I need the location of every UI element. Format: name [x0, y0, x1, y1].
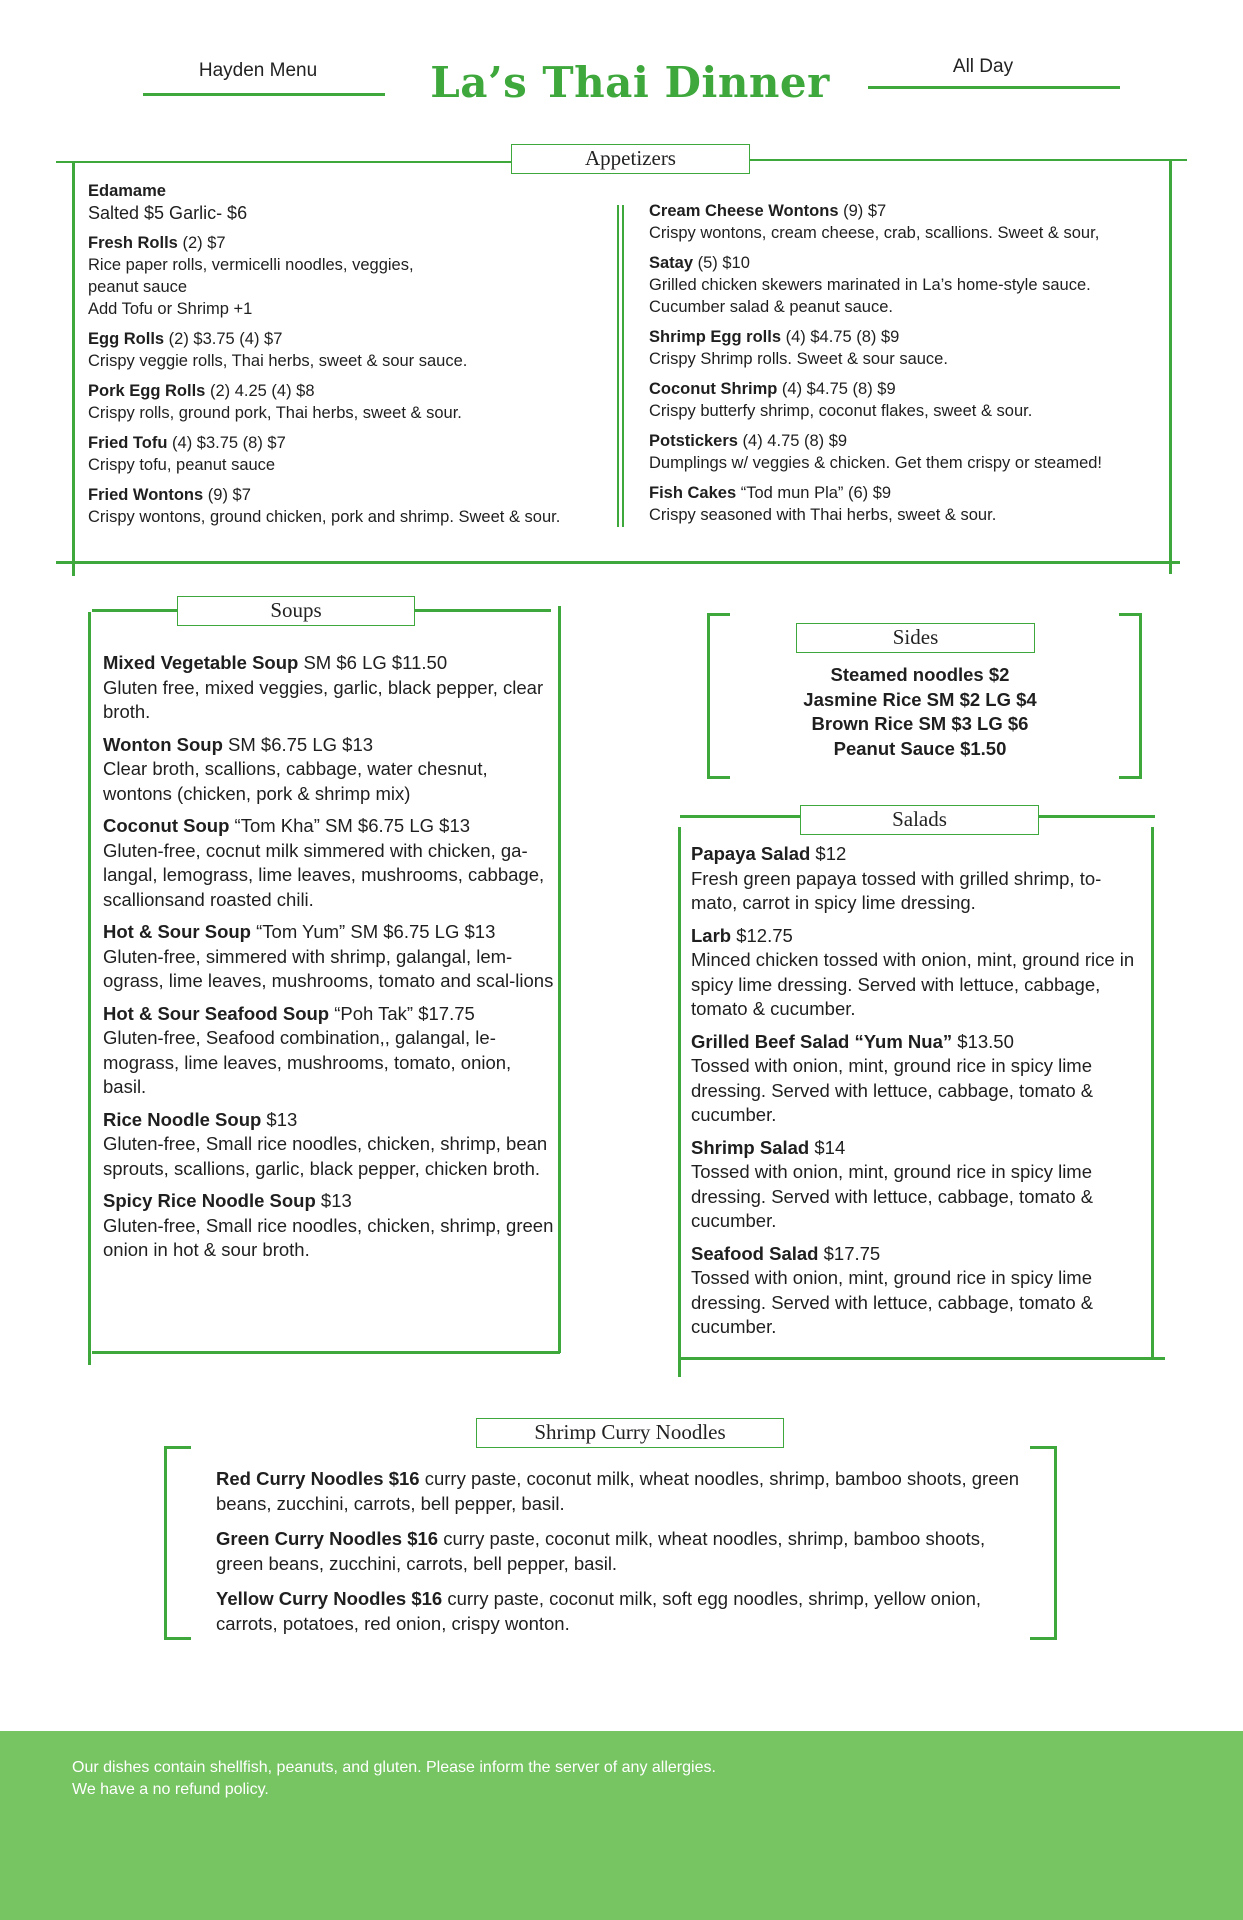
menu-item-edamame [88, 180, 613, 224]
item-name: Green Curry Noodles $16 [216, 1528, 439, 1549]
item-price: “Poh Tak” $17.75 [329, 1002, 475, 1024]
header-right-label: All Day [952, 56, 1014, 77]
item-desc: Gluten-free, cocnut milk simmered with chicken, ga-langal, lemograss, lime leaves, mushrooms, cabbage, scallionsand roasted chili. [103, 839, 545, 910]
item-name: Grilled Beef Salad “Yum Nua” [691, 1030, 953, 1052]
item-desc: Gluten-free, Seafood combination,, galangal, le-mograss, lime leaves, mushrooms, tomato, onion, basil. [103, 1027, 512, 1097]
item-desc: Crispy seasoned with Thai herbs, sweet & sour. [649, 506, 997, 524]
item-name: Shrimp Egg rolls [649, 328, 782, 346]
item-price: (2) 4.25 (4) $8 [205, 382, 315, 400]
curry-title: Shrimp Curry Noodles [476, 1418, 784, 1448]
item-name: Wonton Soup [103, 733, 223, 755]
menu-item-mixed-vegetable-soup [103, 651, 558, 725]
item-name: Fresh Rolls [88, 234, 178, 252]
header-left-rule [143, 93, 385, 96]
item-price: (2) $7 [177, 234, 226, 252]
item-price: $12 [810, 843, 847, 864]
menu-item-seafood-salad [691, 1242, 1146, 1340]
item-price: (9) $7 [838, 202, 887, 220]
allergy-notice: Our dishes contain shellfish, peanuts, and gluten. Please inform the server of any allergies. [72, 1759, 716, 1776]
item-price: SM $6 LG $11.50 [298, 652, 448, 673]
item-price: $14 [809, 1136, 846, 1158]
menu-item-hot-sour-soup [103, 920, 558, 994]
item-price: $13.50 [952, 1030, 1014, 1052]
item-name: Shrimp Salad [691, 1136, 810, 1158]
item-desc: Crispy veggie rolls, Thai herbs, sweet & sour sauce. [88, 352, 468, 370]
footer-band [0, 1731, 1243, 1920]
item-name: Fish Cakes [649, 484, 737, 502]
item-desc: Gluten free, mixed veggies, garlic, black pepper, clear broth. [103, 676, 544, 722]
item-desc: Crispy wontons, cream cheese, crab, scallions. Sweet & sour, [649, 224, 1100, 242]
item-price: (2) $3.75 (4) $7 [164, 330, 283, 348]
header-left-label: Hayden Menu [198, 60, 318, 81]
item-name: Yellow Curry Noodles $16 [216, 1588, 443, 1609]
item-price: $12.75 [731, 924, 793, 946]
menu-item-potstickers [649, 430, 1159, 474]
item-desc: Crispy Shrimp rolls. Sweet & sour sauce. [649, 350, 948, 368]
page-title: La’s Thai Dinner [430, 58, 830, 107]
item-desc: Dumplings w/ veggies & chicken. Get them crispy or steamed! [649, 454, 1103, 472]
item-price: “Tom Kha” SM $6.75 LG $13 [229, 815, 471, 836]
item-name: Hot & Sour Seafood Soup [103, 1002, 330, 1024]
menu-item-red-curry-noodles [216, 1467, 1026, 1516]
item-name: Red Curry Noodles $16 [216, 1468, 420, 1489]
item-name: Satay [649, 254, 694, 272]
menu-item-egg-rolls [88, 328, 613, 372]
side-item: Brown Rice SM $3 LG $6 [811, 713, 1029, 734]
item-name: Coconut Shrimp [649, 380, 778, 398]
sides-title: Sides [796, 623, 1035, 653]
item-desc: Fresh green papaya tossed with grilled shrimp, to-mato, carrot in spicy lime dressing. [691, 867, 1102, 913]
item-price: (4) 4.75 (8) $9 [737, 432, 848, 450]
menu-item-wonton-soup [103, 733, 558, 807]
item-desc: Salted $5 Garlic- $6 [88, 203, 248, 223]
item-desc: Minced chicken tossed with onion, mint, ground rice in spicy lime dressing. Served with lettuce, cabbage, tomato & cucumber. [691, 949, 1135, 1019]
refund-policy-notice: We have a no refund policy. [72, 1781, 269, 1798]
item-name: Spicy Rice Noodle Soup [103, 1190, 316, 1211]
item-price: (5) $10 [693, 254, 750, 272]
menu-item-pork-egg-rolls [88, 380, 613, 424]
item-desc: Tossed with onion, mint, ground rice in spicy lime dressing. Served with lettuce, cabbage, tomato & cucumber. [691, 1267, 1094, 1337]
menu-item-coconut-shrimp [649, 378, 1159, 422]
appetizers-title: Appetizers [511, 144, 750, 174]
item-desc: Clear broth, scallions, cabbage, water chesnut, wontons (chicken, pork & shrimp mix) [103, 758, 488, 804]
item-desc: Gluten-free, simmered with shrimp, galangal, lem-ograss, lime leaves, mushrooms, tomato and scal-lions [103, 945, 554, 991]
item-desc: Grilled chicken skewers marinated in La’s home-style sauce. Cucumber salad & peanut sauce. [649, 276, 1091, 316]
item-name: Egg Rolls [88, 330, 165, 348]
item-desc: Gluten-free, Small rice noodles, chicken, shrimp, green onion in hot & sour broth. [103, 1214, 554, 1260]
item-price: (4) $4.75 (8) $9 [781, 328, 900, 346]
side-item: Peanut Sauce $1.50 [833, 737, 1007, 759]
item-name: Rice Noodle Soup [103, 1108, 262, 1130]
item-name: Pork Egg Rolls [88, 382, 206, 400]
item-desc: curry paste, coconut milk, wheat noodles, shrimp, bamboo shoots, green beans, zucchini, carrots, bell pepper, basil. [216, 1468, 1020, 1514]
item-price: (4) $4.75 (8) $9 [777, 380, 896, 398]
menu-item-larb [691, 924, 1146, 1022]
item-name: Larb [691, 924, 732, 946]
side-item: Jasmine Rice SM $2 LG $4 [803, 688, 1037, 710]
soups-list [103, 651, 558, 1271]
item-price: SM $6.75 LG $13 [222, 733, 374, 755]
menu-item-fresh-rolls [88, 232, 613, 320]
item-name: Papaya Salad [691, 843, 811, 864]
item-name: Edamame [88, 182, 166, 200]
soups-title: Soups [177, 596, 415, 626]
item-desc: Crispy butterfy shrimp, coconut flakes, sweet & sour. [649, 402, 1033, 420]
item-price: $13 [261, 1108, 298, 1130]
item-price: “Tom Yum” SM $6.75 LG $13 [250, 921, 496, 942]
header-right-rule [868, 86, 1120, 89]
salads-list [691, 842, 1146, 1348]
item-desc: Rice paper rolls, vermicelli noodles, veggies, peanut sauce [88, 256, 414, 296]
item-name: Potstickers [649, 432, 738, 450]
item-desc: Crispy tofu, peanut sauce [88, 456, 276, 474]
menu-item-rice-noodle-soup [103, 1108, 558, 1182]
item-price: $13 [315, 1190, 352, 1211]
side-item: Steamed noodles $2 [830, 664, 1010, 685]
item-price: “Tod mun Pla” (6) $9 [736, 484, 892, 502]
item-desc: Tossed with onion, mint, ground rice in spicy lime dressing. Served with lettuce, cabbage, tomato & cucumber. [691, 1161, 1094, 1231]
menu-item-shrimp-salad [691, 1136, 1146, 1234]
item-price: $17.75 [818, 1242, 881, 1264]
item-name: Mixed Vegetable Soup [103, 652, 299, 673]
menu-item-fried-wontons [88, 484, 613, 528]
item-desc: Crispy wontons, ground chicken, pork and shrimp. Sweet & sour. [88, 508, 561, 526]
item-extra: Add Tofu or Shrimp +1 [88, 300, 253, 318]
item-name: Hot & Sour Soup [103, 921, 251, 942]
item-name: Cream Cheese Wontons [649, 202, 839, 220]
menu-item-satay [649, 252, 1159, 318]
appetizers-left-column [88, 180, 613, 536]
item-name: Fried Tofu [88, 434, 168, 452]
sides-list [730, 663, 1110, 761]
item-name: Fried Wontons [88, 486, 204, 504]
item-desc: Crispy rolls, ground pork, Thai herbs, sweet & sour. [88, 404, 462, 422]
menu-item-yellow-curry-noodles [216, 1587, 1026, 1636]
salads-title: Salads [800, 805, 1039, 835]
item-price: (9) $7 [203, 486, 251, 504]
menu-item-papaya-salad [691, 842, 1146, 916]
item-desc: curry paste, coconut milk, wheat noodles, shrimp, bamboo shoots, green beans, zucchini, carrots, bell pepper, basil. [216, 1528, 986, 1574]
item-price: (4) $3.75 (8) $7 [167, 434, 286, 452]
item-desc: Tossed with onion, mint, ground rice in spicy lime dressing. Served with lettuce, cabbage, tomato & cucumber. [691, 1055, 1094, 1125]
appetizers-right-column [649, 200, 1159, 534]
menu-item-fish-cakes [649, 482, 1159, 526]
item-name: Coconut Soup [103, 815, 230, 836]
menu-item-fried-tofu [88, 432, 613, 476]
menu-item-cream-cheese-wontons [649, 200, 1159, 244]
menu-item-grilled-beef-salad [691, 1030, 1146, 1128]
curry-list [216, 1467, 1026, 1644]
menu-item-coconut-soup [103, 814, 558, 912]
item-name: Seafood Salad [691, 1242, 819, 1264]
menu-item-green-curry-noodles [216, 1527, 1026, 1576]
menu-item-spicy-rice-noodle-soup [103, 1189, 558, 1263]
menu-item-hot-sour-seafood-soup [103, 1002, 558, 1100]
item-desc: Gluten-free, Small rice noodles, chicken, shrimp, bean sprouts, scallions, garlic, black pepper, chicken broth. [103, 1133, 548, 1179]
menu-item-shrimp-egg-rolls [649, 326, 1159, 370]
item-desc: curry paste, coconut milk, soft egg noodles, shrimp, yellow onion, carrots, potatoes, red onion, crispy wonton. [216, 1588, 982, 1634]
